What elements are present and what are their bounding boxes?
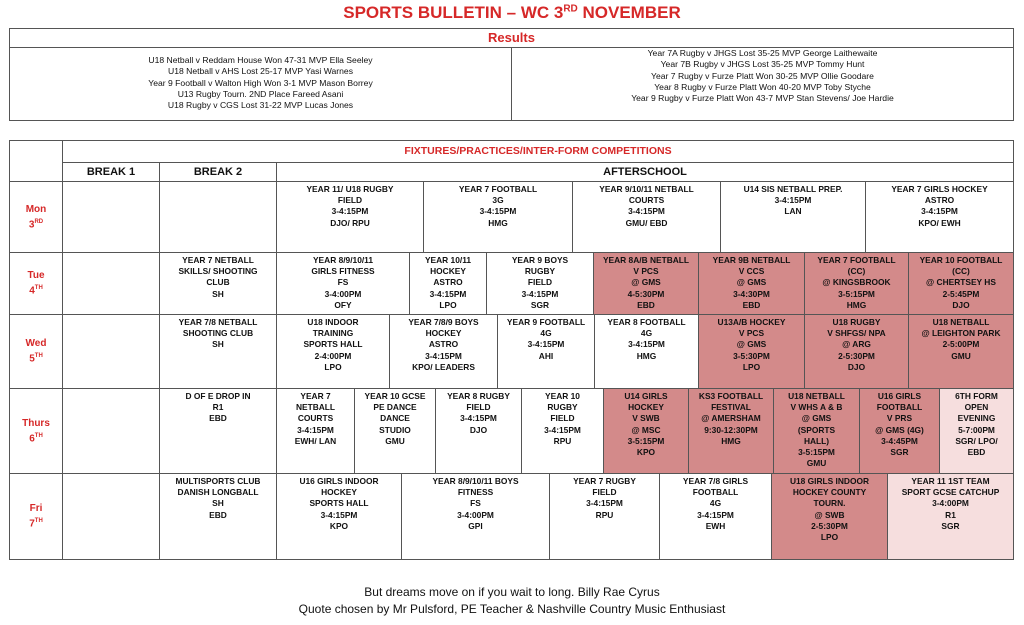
- fixture-cell-event: 6TH FORM OPEN EVENING 5-7:00PM SGR/ LPO/ EBD: [940, 389, 1014, 474]
- result-line: Year 8 Rugby v Furze Platt Won 40-20 MVP Toby Styche: [654, 81, 871, 92]
- fixture-cell-away: U16 GIRLS FOOTBALL V PRS @ GMS (4G) 3-4:45PM SGR: [860, 389, 940, 474]
- fixture-cell-away: U14 GIRLS HOCKEY V SWB @ MSC 3-5:15PM KPO: [604, 389, 689, 474]
- break2-cell: MULTISPORTS CLUB DANISH LONGBALL SH EBD: [160, 474, 277, 560]
- break1-cell: [63, 389, 160, 474]
- fixture-cell: U18 INDOOR TRAINING SPORTS HALL 2-4:00PM LPO: [277, 315, 390, 389]
- fixture-cell: U14 SIS NETBALL PREP. 3-4:15PM LAN: [721, 182, 866, 253]
- day-label-thurs: Thurs 6TH: [10, 389, 63, 474]
- fixtures-grid: [9, 140, 1014, 560]
- break2-cell: YEAR 7/8 NETBALL SHOOTING CLUB SH: [160, 315, 277, 389]
- column-break-1: BREAK 1: [63, 163, 160, 182]
- day-label-fri: Fri 7TH: [10, 474, 63, 560]
- fixture-cell: YEAR 7 GIRLS HOCKEY ASTRO 3-4:15PM KPO/ EWH: [866, 182, 1014, 253]
- break2-cell: [160, 182, 277, 253]
- fixture-cell: YEAR 8/9/10/11 GIRLS FITNESS FS 3-4:00PM OFY: [277, 253, 410, 315]
- fixture-cell: YEAR 7 NETBALL COURTS 3-4:15PM EWH/ LAN: [277, 389, 355, 474]
- break1-cell: [63, 182, 160, 253]
- day-label-tue: Tue 4TH: [10, 253, 63, 315]
- break1-cell: [63, 474, 160, 560]
- corner-cell: [10, 141, 63, 182]
- fixture-cell: YEAR 7 RUGBY FIELD 3-4:15PM RPU: [550, 474, 660, 560]
- quote-attribution: Quote chosen by Mr Pulsford, PE Teacher & Nashville Country Music Enthusiast: [298, 602, 726, 616]
- fixture-cell: YEAR 8 FOOTBALL 4G 3-4:15PM HMG: [595, 315, 699, 389]
- fixture-cell: YEAR 8/9/10/11 BOYS FITNESS FS 3-4:00PM GPI: [402, 474, 550, 560]
- results-right-column: [511, 48, 1013, 121]
- fixture-cell: YEAR 7/8 GIRLS FOOTBALL 4G 3-4:15PM EWH: [660, 474, 772, 560]
- result-line: U18 Rugby v CGS Lost 31-22 MVP Lucas Jones: [167, 100, 354, 111]
- result-line: U18 Netball v AHS Lost 25-17 MVP Yasi Warnes: [167, 66, 353, 77]
- fixture-cell-away: U13A/B HOCKEY V PCS @ GMS 3-5:30PM LPO: [699, 315, 805, 389]
- day-label-mon: Mon 3RD: [10, 182, 63, 253]
- quote: [0, 584, 1024, 618]
- fixture-cell-event: YEAR 11 1ST TEAM SPORT GCSE CATCHUP 3-4:00PM R1 SGR: [888, 474, 1014, 560]
- result-line: Year 9 Football v Walton High Won 3-1 MVP Mason Borrey: [148, 77, 373, 88]
- fixture-cell-away: YEAR 10 FOOTBALL (CC) @ CHERTSEY HS 2-5:45PM DJO: [909, 253, 1014, 315]
- fixture-cell: YEAR 7/8/9 BOYS HOCKEY ASTRO 3-4:15PM KPO/ LEADERS: [390, 315, 498, 389]
- fixture-cell-away: KS3 FOOTBALL FESTIVAL @ AMERSHAM 9:30-12:30PM HMG: [689, 389, 774, 474]
- fixture-cell: YEAR 9/10/11 NETBALL COURTS 3-4:15PM GMU/ EBD: [573, 182, 721, 253]
- fixture-cell: YEAR 9 FOOTBALL 4G 3-4:15PM AHI: [498, 315, 595, 389]
- page-title: SPORTS BULLETIN – WC 3RD NOVEMBER: [343, 3, 681, 22]
- fixture-cell: YEAR 10/11 HOCKEY ASTRO 3-4:15PM LPO: [410, 253, 487, 315]
- results-heading: Results: [10, 29, 1013, 48]
- fixtures-heading: FIXTURES/PRACTICES/INTER-FORM COMPETITIONS: [63, 141, 1014, 163]
- result-line: Year 7B Rugby v JHGS Lost 35-25 MVP Tommy Hunt: [660, 59, 865, 70]
- result-line: U13 Rugby Tourn. 2ND Place Fareed Asani: [177, 88, 344, 99]
- fixture-cell-away: U18 RUGBY V SHFGS/ NPA @ ARG 2-5:30PM DJO: [805, 315, 909, 389]
- fixture-cell: U16 GIRLS INDOOR HOCKEY SPORTS HALL 3-4:15PM KPO: [277, 474, 402, 560]
- break1-cell: [63, 253, 160, 315]
- results-left-column: [10, 48, 511, 121]
- fixture-cell-away: U18 NETBALL V WHS A & B @ GMS (SPORTS HALL) 3-5:15PM GMU: [774, 389, 860, 474]
- fixture-cell: YEAR 7 FOOTBALL 3G 3-4:15PM HMG: [424, 182, 573, 253]
- break2-cell: D OF E DROP IN R1 EBD: [160, 389, 277, 474]
- results-panel: [9, 28, 1014, 121]
- column-afterschool: AFTERSCHOOL: [277, 163, 1014, 182]
- fixture-cell: YEAR 8 RUGBY FIELD 3-4:15PM DJO: [436, 389, 522, 474]
- fixture-cell-away: YEAR 7 FOOTBALL (CC) @ KINGSBROOK 3-5:15PM HMG: [805, 253, 909, 315]
- fixture-cell: YEAR 10 RUGBY FIELD 3-4:15PM RPU: [522, 389, 604, 474]
- break1-cell: [63, 315, 160, 389]
- fixture-cell-away: YEAR 9B NETBALL V CCS @ GMS 3-4:30PM EBD: [699, 253, 805, 315]
- fixture-cell-away: U18 NETBALL @ LEIGHTON PARK 2-5:00PM GMU: [909, 315, 1014, 389]
- column-break-2: BREAK 2: [160, 163, 277, 182]
- break2-cell: YEAR 7 NETBALL SKILLS/ SHOOTING CLUB SH: [160, 253, 277, 315]
- result-line: U18 Netball v Reddam House Won 47-31 MVP Ella Seeley: [148, 55, 373, 65]
- fixture-cell: YEAR 10 GCSE PE DANCE DANCE STUDIO GMU: [355, 389, 436, 474]
- fixture-cell-away: U18 GIRLS INDOOR HOCKEY COUNTY TOURN. @ SWB 2-5:30PM LPO: [772, 474, 888, 560]
- day-label-wed: Wed 5TH: [10, 315, 63, 389]
- result-line: Year 7 Rugby v Furze Platt Won 30-25 MVP Ollie Goodare: [651, 70, 874, 81]
- quote-line: But dreams move on if you wait to long. Billy Rae Cyrus: [364, 585, 660, 599]
- fixture-cell: YEAR 9 BOYS RUGBY FIELD 3-4:15PM SGR: [487, 253, 594, 315]
- result-line: Year 7A Rugby v JHGS Lost 35-25 MVP George Laithewaite: [647, 48, 878, 58]
- fixture-cell: YEAR 11/ U18 RUGBY FIELD 3-4:15PM DJO/ RPU: [277, 182, 424, 253]
- result-line: Year 9 Rugby v Furze Platt Won 43-7 MVP Stan Stevens/ Joe Hardie: [631, 93, 894, 104]
- fixture-cell-away: YEAR 8A/B NETBALL V PCS @ GMS 4-5:30PM EBD: [594, 253, 699, 315]
